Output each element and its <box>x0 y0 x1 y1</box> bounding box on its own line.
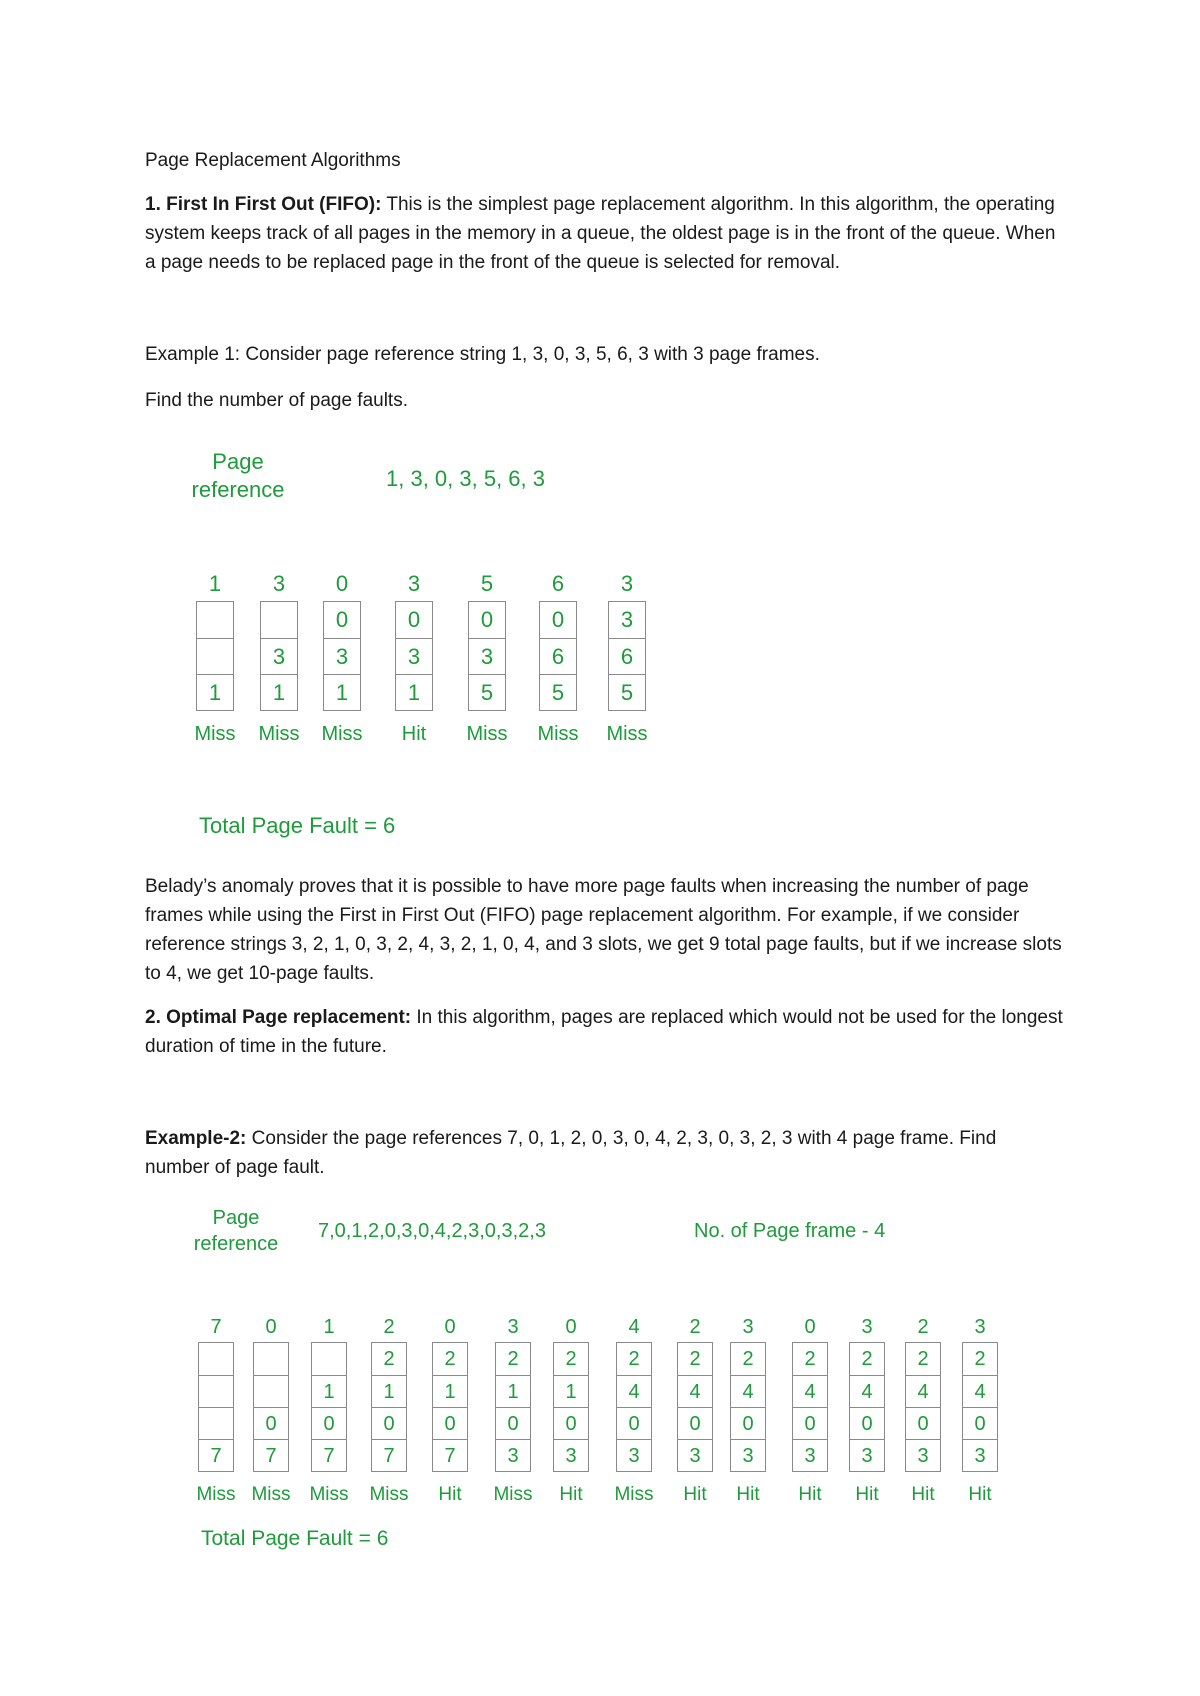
example1-paragraph <box>145 340 1065 369</box>
frame-cell: 7 <box>199 1439 233 1471</box>
frame-cell: 3 <box>678 1439 712 1471</box>
frame-cell: 7 <box>433 1439 467 1471</box>
figure2-page-label-line2: reference <box>193 1233 279 1255</box>
reference-column <box>196 1312 236 1506</box>
frame-stack <box>616 1342 652 1472</box>
reference-value: 5 <box>480 571 494 596</box>
frame-cell <box>199 1407 233 1439</box>
reference-column <box>538 567 578 746</box>
frame-cell: 0 <box>850 1407 884 1439</box>
reference-column <box>251 1312 291 1506</box>
reference-value: 3 <box>861 1316 873 1338</box>
frame-cell: 1 <box>396 674 432 710</box>
frame-cell: 3 <box>793 1439 827 1471</box>
fifo-heading: 1. First In First Out (FIFO): <box>145 194 382 215</box>
frame-cell: 0 <box>433 1407 467 1439</box>
frame-cell: 3 <box>620 607 634 632</box>
frame-cell: 5 <box>469 674 505 710</box>
status-label: Hit <box>855 1484 879 1505</box>
reference-column <box>467 567 507 746</box>
page-title: Page Replacement Algorithms <box>145 150 401 171</box>
figure1-reference-string: 1, 3, 0, 3, 5, 6, 3 <box>386 466 545 491</box>
frame-cell: 1 <box>261 674 297 710</box>
optimal-paragraph <box>145 1003 1065 1061</box>
figure1-total: Total Page Fault = 6 <box>199 813 396 838</box>
frame-stack <box>323 601 361 711</box>
frame-cell <box>312 1343 346 1375</box>
status-label: Miss <box>258 723 300 745</box>
reference-column <box>790 1312 830 1506</box>
frame-cell: 0 <box>254 1407 288 1439</box>
reference-value: 1 <box>208 571 222 596</box>
frame-cell: 2 <box>507 1348 519 1370</box>
frame-cell <box>254 1375 288 1407</box>
frame-cell: 1 <box>197 674 233 710</box>
frame-cell: 0 <box>312 1407 346 1439</box>
frame-cell: 0 <box>731 1407 765 1439</box>
example1-label: Example 1: <box>145 344 241 365</box>
frame-stack <box>792 1342 828 1472</box>
frame-cell: 3 <box>469 638 505 674</box>
frame-cell: 0 <box>372 1407 406 1439</box>
reference-column <box>551 1312 591 1506</box>
figure2-page-label <box>176 1205 296 1257</box>
reference-column <box>394 567 434 746</box>
reference-column <box>309 1312 349 1506</box>
reference-value: 3 <box>407 571 421 596</box>
figure2-reference-string: 7,0,1,2,0,3,0,4,2,3,0,3,2,3 <box>318 1220 546 1242</box>
reference-column <box>259 567 299 746</box>
frame-cell: 2 <box>861 1348 873 1370</box>
frame-cell: 4 <box>731 1375 765 1407</box>
frame-cell: 1 <box>312 1375 346 1407</box>
frame-cell: 0 <box>407 607 421 632</box>
frame-cell: 4 <box>793 1375 827 1407</box>
reference-value: 0 <box>335 571 349 596</box>
frame-cell <box>254 1343 288 1375</box>
example1-text: Consider page reference string 1, 3, 0, 3, 5, 6, 3 with 3 page frames. <box>240 344 820 365</box>
frame-cell: 3 <box>554 1439 588 1471</box>
frame-cell: 0 <box>793 1407 827 1439</box>
frame-cell: 3 <box>963 1439 997 1471</box>
reference-value: 3 <box>742 1316 754 1338</box>
reference-value: 0 <box>565 1316 577 1338</box>
reference-value: 0 <box>265 1316 277 1338</box>
status-label: Miss <box>196 1484 236 1505</box>
frame-cell: 6 <box>540 638 576 674</box>
status-label: Miss <box>606 723 648 745</box>
frame-cell <box>261 602 297 638</box>
frame-stack <box>608 601 646 711</box>
frame-cell: 4 <box>850 1375 884 1407</box>
frame-cell: 1 <box>554 1375 588 1407</box>
frame-stack <box>196 601 234 711</box>
frame-cell: 2 <box>689 1348 701 1370</box>
status-label: Miss <box>194 723 236 745</box>
frame-cell: 2 <box>804 1348 816 1370</box>
frame-cell: 5 <box>609 674 645 710</box>
status-label: Miss <box>321 723 363 745</box>
figure1-page-label-line2: reference <box>191 477 285 502</box>
frame-stack <box>539 601 577 711</box>
frame-cell: 0 <box>963 1407 997 1439</box>
frame-cell <box>199 1343 233 1375</box>
frame-cell <box>197 638 233 674</box>
reference-value: 0 <box>444 1316 456 1338</box>
frame-cell: 2 <box>383 1348 395 1370</box>
frame-stack <box>553 1342 589 1472</box>
frame-stack <box>468 601 506 711</box>
frame-stack <box>395 601 433 711</box>
frame-cell: 0 <box>480 607 494 632</box>
frame-cell: 0 <box>906 1407 940 1439</box>
figure2-frame-label: No. of Page frame - 4 <box>694 1220 886 1242</box>
frame-cell: 0 <box>496 1407 530 1439</box>
figure2-page-label-line1: Page <box>212 1207 260 1229</box>
frame-cell: 6 <box>609 638 645 674</box>
frame-cell: 7 <box>312 1439 346 1471</box>
frame-cell <box>197 602 233 638</box>
frame-stack <box>371 1342 407 1472</box>
reference-value: 4 <box>628 1316 640 1338</box>
status-label: Miss <box>493 1484 533 1505</box>
status-label: Hit <box>736 1484 760 1505</box>
reference-value: 2 <box>689 1316 701 1338</box>
frame-stack <box>432 1342 468 1472</box>
frame-cell: 2 <box>565 1348 577 1370</box>
frame-stack <box>905 1342 941 1472</box>
reference-value: 3 <box>620 571 634 596</box>
frame-cell: 3 <box>850 1439 884 1471</box>
frame-stack <box>253 1342 289 1472</box>
frame-stack <box>495 1342 531 1472</box>
reference-column <box>493 1312 533 1506</box>
optimal-heading: 2. Optimal Page replacement: <box>145 1007 412 1028</box>
frame-cell: 2 <box>917 1348 929 1370</box>
frame-stack <box>730 1342 766 1472</box>
example2-label: Example-2: <box>145 1128 247 1149</box>
frame-cell: 0 <box>617 1407 651 1439</box>
reference-value: 3 <box>974 1316 986 1338</box>
frame-cell: 7 <box>254 1439 288 1471</box>
frame-cell: 1 <box>324 674 360 710</box>
optimal-text: In this algorithm, pages are replaced which would not be used for the longest duration of time in the future. <box>145 1007 1063 1057</box>
frame-stack <box>677 1342 713 1472</box>
frame-stack <box>849 1342 885 1472</box>
belady-paragraph: Belady’s anomaly proves that it is possible to have more page faults when increasing the number of page frames while using the First in First Out (FIFO) page replacement algorithm. For example, if we consider reference strings 3, 2, 1, 0, 3, 2, 4, 3, 2, 1, 0, 4, and 3 slots, we get 9 total page faults, but if we increase slots to 4, we get 10-page faults. <box>145 876 1062 984</box>
frame-cell <box>199 1375 233 1407</box>
example1-find: Find the number of page faults. <box>145 390 408 411</box>
frame-cell: 3 <box>731 1439 765 1471</box>
figure1-page-label-line1: Page <box>212 449 264 474</box>
frame-stack <box>962 1342 998 1472</box>
frame-cell: 2 <box>444 1348 456 1370</box>
reference-column <box>847 1312 887 1506</box>
frame-cell: 4 <box>617 1375 651 1407</box>
frame-cell: 4 <box>678 1375 712 1407</box>
frame-cell: 2 <box>628 1348 640 1370</box>
status-label: Hit <box>438 1484 462 1505</box>
frame-cell: 0 <box>551 607 565 632</box>
status-label: Hit <box>559 1484 583 1505</box>
reference-value: 6 <box>551 571 565 596</box>
reference-column <box>322 567 362 746</box>
status-label: Miss <box>537 723 579 745</box>
frame-cell: 3 <box>261 638 297 674</box>
status-label: Miss <box>251 1484 291 1505</box>
frame-stack <box>311 1342 347 1472</box>
example2-text: Consider the page references 7, 0, 1, 2, 0, 3, 0, 4, 2, 3, 0, 3, 2, 3 with 4 page frame. Find number of page fault. <box>145 1128 997 1178</box>
reference-value: 2 <box>383 1316 395 1338</box>
frame-cell: 1 <box>433 1375 467 1407</box>
frame-cell: 2 <box>742 1348 754 1370</box>
frame-cell: 3 <box>324 638 360 674</box>
reference-column <box>903 1312 943 1506</box>
frame-cell: 2 <box>974 1348 986 1370</box>
status-label: Miss <box>466 723 508 745</box>
frame-cell: 3 <box>617 1439 651 1471</box>
reference-value: 3 <box>272 571 286 596</box>
frame-cell: 1 <box>496 1375 530 1407</box>
frame-cell: 3 <box>906 1439 940 1471</box>
reference-value: 3 <box>507 1316 519 1338</box>
example2-paragraph <box>145 1124 1065 1182</box>
figure1-page-label <box>178 448 298 504</box>
reference-column <box>369 1312 409 1506</box>
status-label: Hit <box>798 1484 822 1505</box>
reference-column <box>607 567 647 746</box>
reference-column <box>728 1312 768 1506</box>
frame-stack <box>198 1342 234 1472</box>
reference-value: 0 <box>804 1316 816 1338</box>
reference-column <box>195 567 235 746</box>
reference-column <box>614 1312 654 1506</box>
frame-cell: 4 <box>906 1375 940 1407</box>
reference-column <box>430 1312 470 1506</box>
reference-column <box>960 1312 1000 1506</box>
reference-value: 2 <box>917 1316 929 1338</box>
fifo-text: This is the simplest page replacement algorithm. In this algorithm, the operating system keeps track of all pages in the memory in a queue, the oldest page is in the front of the queue. When a page needs to be replaced page in the front of the queue is selected for removal. <box>145 194 1056 273</box>
reference-column <box>675 1312 715 1506</box>
frame-cell: 0 <box>678 1407 712 1439</box>
status-label: Hit <box>968 1484 992 1505</box>
status-label: Miss <box>614 1484 654 1505</box>
frame-cell: 0 <box>335 607 349 632</box>
figure2-total: Total Page Fault = 6 <box>201 1527 389 1550</box>
frame-cell: 5 <box>540 674 576 710</box>
frame-cell: 3 <box>496 1439 530 1471</box>
frame-cell: 4 <box>963 1375 997 1407</box>
frame-cell: 0 <box>554 1407 588 1439</box>
status-label: Hit <box>683 1484 707 1505</box>
status-label: Miss <box>309 1484 349 1505</box>
reference-value: 1 <box>323 1316 335 1338</box>
status-label: Miss <box>369 1484 409 1505</box>
status-label: Hit <box>911 1484 935 1505</box>
frame-stack <box>260 601 298 711</box>
frame-cell: 3 <box>396 638 432 674</box>
frame-cell: 1 <box>372 1375 406 1407</box>
frame-cell: 7 <box>372 1439 406 1471</box>
fifo-paragraph <box>145 190 1065 277</box>
status-label: Hit <box>401 723 427 745</box>
reference-value: 7 <box>210 1316 222 1338</box>
